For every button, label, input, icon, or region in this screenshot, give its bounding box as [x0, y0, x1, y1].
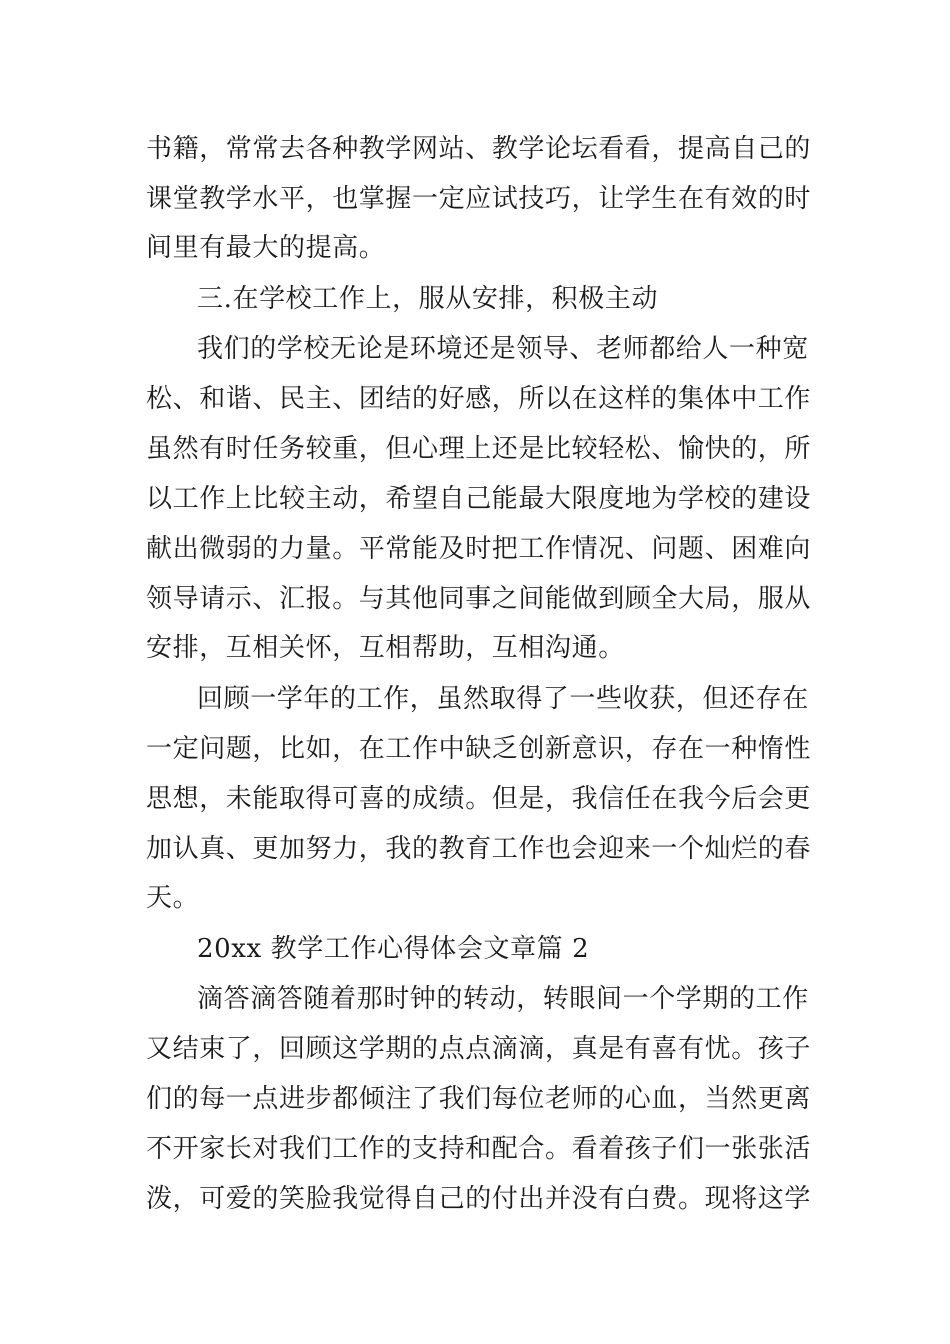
section-heading: 三.在学校工作上，服从安排，积极主动	[197, 284, 659, 314]
text-line: 课堂教学水平，也掌握一定应试技巧，让学生在有效的时	[146, 184, 812, 214]
text-line: 领导请示、汇报。与其他同事之间能做到顾全大局，服从	[146, 584, 812, 614]
text-line: 书籍，常常去各种教学网站、教学论坛看看，提高自己的	[146, 134, 812, 164]
paragraph-first-line: 滴答滴答随着那时钟的转动，转眼间一个学期的工作	[197, 984, 809, 1014]
text-line: 们的每一点进步都倾注了我们每位老师的心血，当然更离	[146, 1084, 812, 1114]
paragraph-first-line: 回顾一学年的工作，虽然取得了一些收获，但还存在	[197, 684, 809, 714]
text-line: 又结束了，回顾这学期的点点滴滴，真是有喜有忧。孩子	[146, 1034, 812, 1064]
text-line: 天。	[146, 883, 200, 913]
text-line: 间里有最大的提高。	[146, 233, 386, 263]
text-line: 一定问题，比如，在工作中缺乏创新意识，存在一种惰性	[146, 734, 812, 764]
text-line: 加认真、更加努力，我的教育工作也会迎来一个灿烂的春	[146, 834, 812, 864]
text-line: 虽然有时任务较重，但心理上还是比较轻松、愉快的，所	[146, 434, 812, 464]
text-line: 安排，互相关怀，互相帮助，互相沟通。	[146, 633, 625, 663]
text-line: 不开家长对我们工作的支持和配合。看着孩子们一张张活	[146, 1134, 812, 1164]
text-line: 松、和谐、民主、团结的好感，所以在这样的集体中工作	[146, 384, 812, 414]
paragraph-first-line: 我们的学校无论是环境还是领导、老师都给人一种宽	[197, 334, 809, 364]
text-line: 以工作上比较主动，希望自己能最大限度地为学校的建设	[146, 484, 812, 514]
text-line: 泼，可爱的笑脸我觉得自己的付出并没有白费。现将这学	[146, 1184, 812, 1214]
text-line: 思想，未能取得可喜的成绩。但是，我信任在我今后会更	[146, 784, 812, 814]
article-subtitle: 20xx 教学工作心得体会文章篇 2	[197, 934, 590, 964]
text-line: 献出微弱的力量。平常能及时把工作情况、问题、困难向	[146, 534, 812, 564]
